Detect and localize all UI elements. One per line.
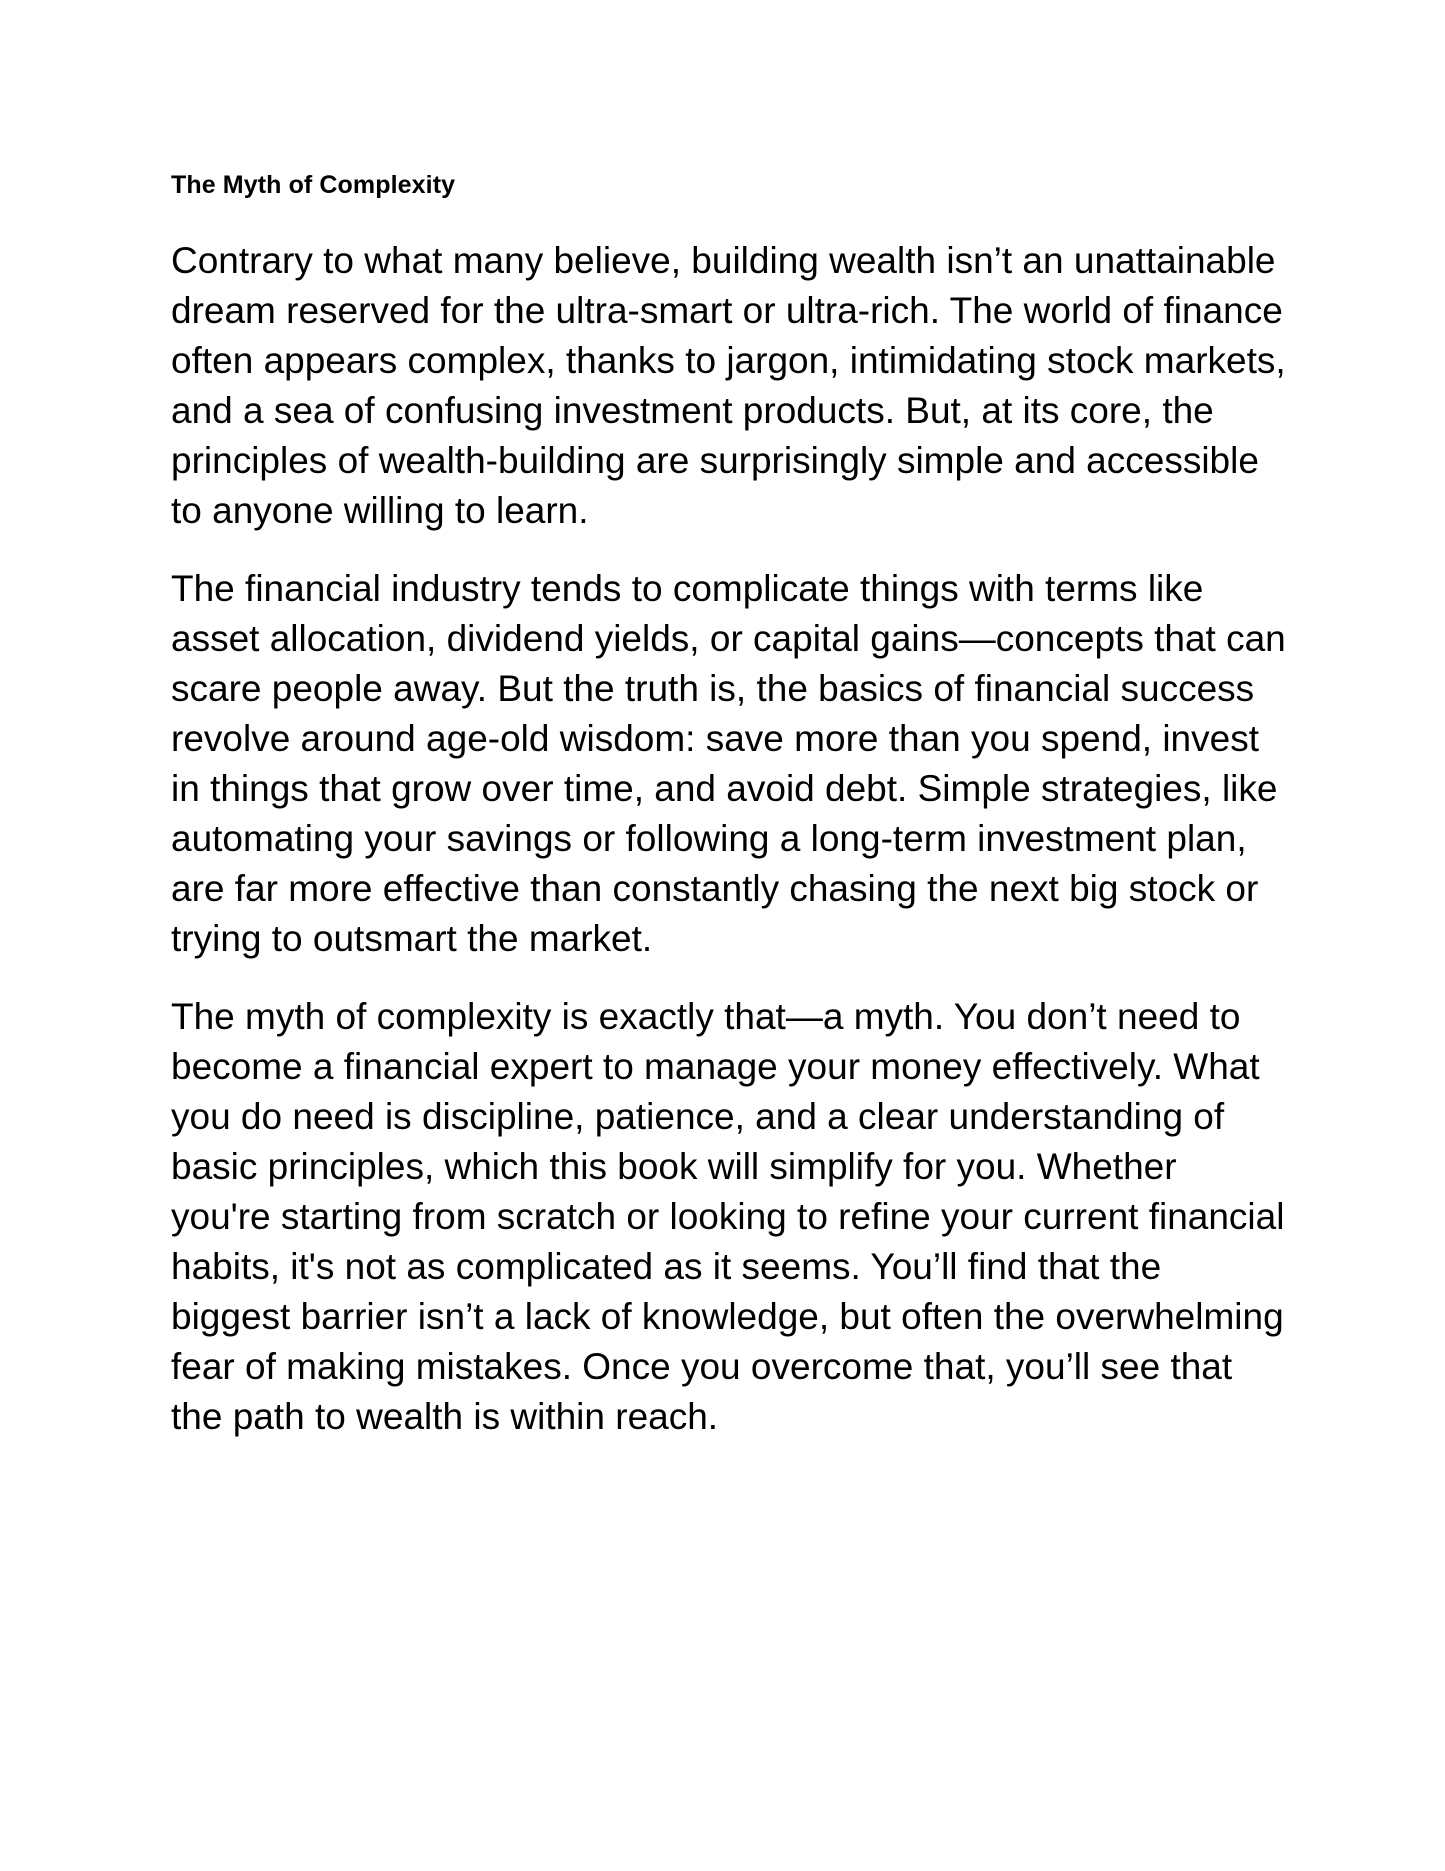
paragraph-2: The financial industry tends to complicate things with terms like asset allocation, dividend yields, or capital gains—concepts that can scare people away. But the truth is, the basics of financial success revolve around age-old wisdom: save more than you spend, invest in things that grow over time, and avoid debt. Simple strategies, like automating your savings or following a long-term investment plan, are far more effective than constantly chasing the next big stock or trying to outsmart the market. (171, 568, 1286, 959)
section-title: The Myth of Complexity (171, 171, 456, 199)
paragraph-1: Contrary to what many believe, building wealth isn’t an unattainable dream reserved for the ultra-smart or ultra-rich. The world of finance often appears complex, thanks to jargon, intimidating stock markets, and a sea of confusing investment products. But, at its core, the principles of wealth-building are surprisingly simple and accessible to anyone willing to learn. (171, 240, 1286, 531)
paragraph-3: The myth of complexity is exactly that—a myth. You don’t need to become a financial expert to manage your money effectively. What you do need is discipline, patience, and a clear understanding of basic principles, which this book will simplify for you. Whether you're starting from scratch or looking to refine your current financial habits, it's not as complicated as it seems. You’ll find that the biggest barrier isn’t a lack of knowledge, but often the overwhelming fear of making mistakes. Once you overcome that, you’ll see that the path to wealth is within reach. (171, 996, 1285, 1437)
document-body (171, 170, 1286, 1442)
